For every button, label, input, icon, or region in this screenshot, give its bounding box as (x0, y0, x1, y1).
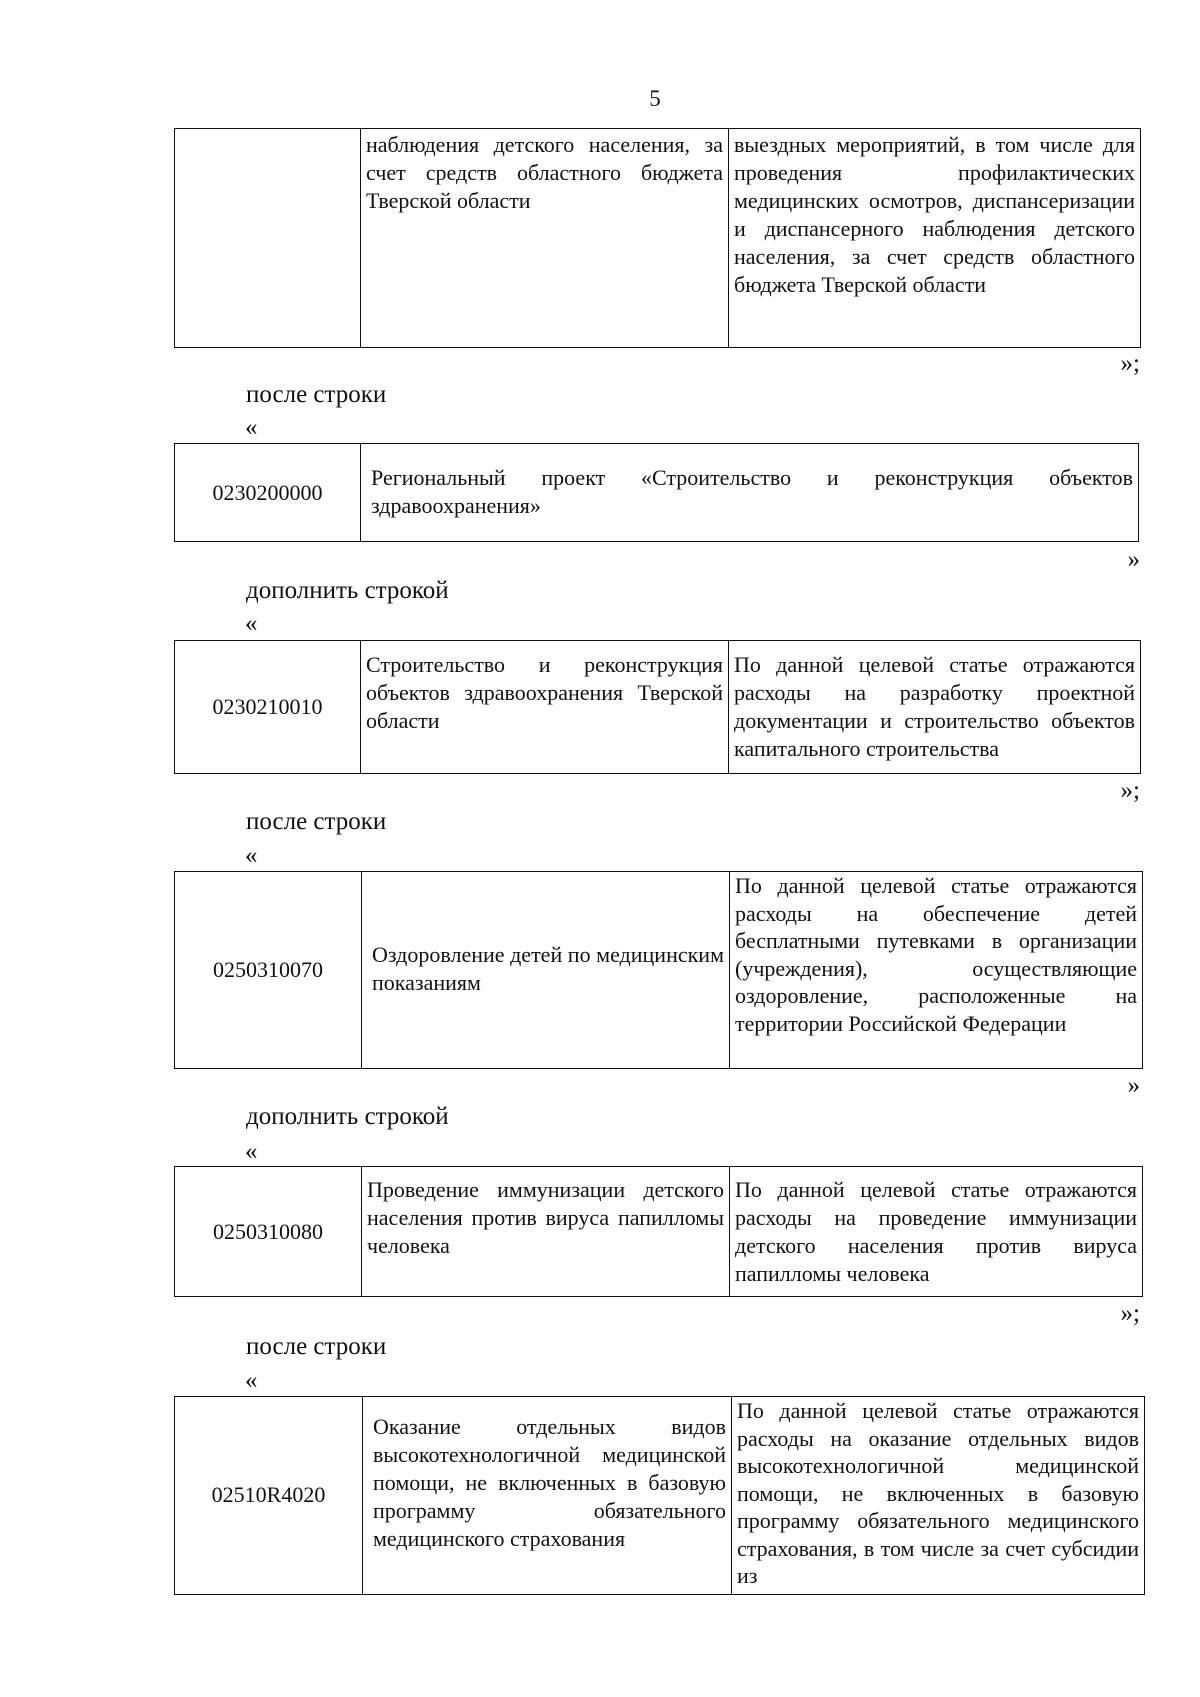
description-cell: По данной целевой статье отражаются расходы на оказание отдельных видов высокотехнологичной медицинской помощи, не включенных в базовую программу обязательного медицинского страхования, в том числе за счет субсидии из (732, 1397, 1145, 1595)
table-row (175, 1397, 1145, 1595)
table-row (175, 872, 1143, 1069)
closing-quote: » (1127, 1072, 1140, 1099)
table-row (175, 1167, 1143, 1297)
code-cell: 02510R4020 (175, 1397, 363, 1595)
code-cell: 0230210010 (175, 641, 361, 774)
closing-quote: »; (1120, 1300, 1140, 1327)
name-cell: Оздоровление детей по медицинским показаниям (362, 872, 730, 1069)
page-number: 5 (649, 86, 661, 111)
classification-table-continuation (174, 128, 1141, 348)
code-cell: 0230200000 (175, 444, 361, 542)
instruction-heading: дополнить строкой (246, 1103, 449, 1130)
instruction-heading: после строки (246, 381, 387, 408)
opening-quote: « (245, 414, 258, 441)
classification-table-0250310080 (174, 1166, 1143, 1297)
name-cell: Строительство и реконструкция объектов здравоохранения Тверской области (361, 641, 729, 774)
table-row (175, 444, 1139, 542)
code-cell: 0250310070 (175, 872, 362, 1069)
name-cell: Оказание отдельных видов высокотехнологичной медицинской помощи, не включенных в базовую программу обязательного медицинского страхования (363, 1397, 732, 1595)
name-cell: Проведение иммунизации детского населения против вируса папилломы человека (362, 1167, 730, 1297)
opening-quote: « (245, 610, 258, 637)
opening-quote: « (245, 1138, 258, 1165)
opening-quote: « (245, 842, 258, 869)
description-cell: выездных мероприятий, в том числе для проведения профилактических медицинских осмотров, диспансеризации и диспансерного наблюдения детского населения, за счет средств областного бюджета Тверской области (729, 129, 1141, 348)
classification-table-0230200000 (174, 443, 1139, 542)
classification-table-02510R4020 (174, 1396, 1145, 1595)
instruction-heading: после строки (246, 1333, 387, 1360)
closing-quote: »; (1120, 777, 1140, 804)
opening-quote: « (245, 1367, 258, 1394)
table-row (175, 129, 1141, 348)
description-cell: По данной целевой статье отражаются расходы на разработку проектной документации и строительство объектов капитального строительства (729, 641, 1141, 774)
instruction-heading: после строки (246, 808, 387, 835)
classification-table-0250310070 (174, 871, 1143, 1069)
classification-table-0230210010 (174, 640, 1141, 774)
code-cell (175, 129, 361, 348)
closing-quote: »; (1120, 350, 1140, 377)
description-cell: По данной целевой статье отражаются расходы на обеспечение детей бесплатными путевками в организации (учреждения), осуществляющие оздоровление, расположенные на территории Российской Федерации (730, 872, 1143, 1069)
table-row (175, 641, 1141, 774)
closing-quote: » (1127, 546, 1140, 573)
name-cell: наблюдения детского населения, за счет средств областного бюджета Тверской области (361, 129, 729, 348)
description-cell: По данной целевой статье отражаются расходы на проведение иммунизации детского населения против вируса папилломы человека (730, 1167, 1143, 1297)
name-cell: Региональный проект «Строительство и реконструкция объектов здравоохранения» (361, 444, 1139, 542)
instruction-heading: дополнить строкой (246, 577, 449, 604)
code-cell: 0250310080 (175, 1167, 362, 1297)
